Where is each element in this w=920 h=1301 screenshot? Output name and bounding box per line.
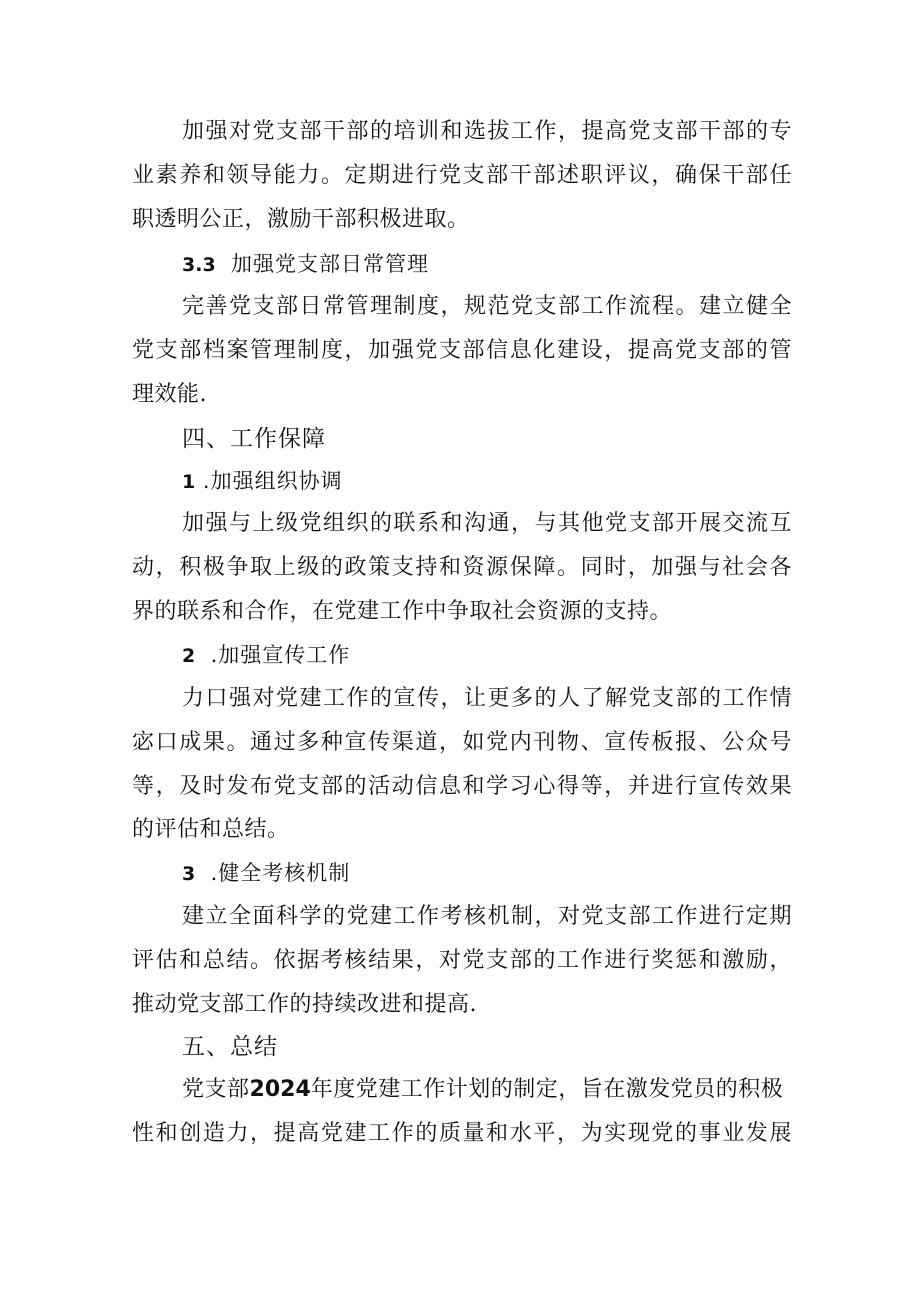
- cadre-paragraph-line-1: 加强对党支部干部的培训和选拔工作，提高党支部干部的专: [182, 119, 792, 144]
- cadre-paragraph-line-3: 职透明公正，激励干部积极进取。: [132, 207, 470, 232]
- item-1-line-1: 加强与上级党组织的联系和沟通，与其他党支部开展交流互: [182, 511, 792, 536]
- item-1-line-2: 动，积极争取上级的政策支持和资源保障。同时，加强与社会各: [132, 555, 792, 580]
- item-2-number: 2: [182, 645, 196, 667]
- summary-line-1-prefix: 党支部: [182, 1077, 250, 1102]
- summary-line-1-suffix: 年度党建工作计划的制定，旨在激发党员的积极: [310, 1077, 784, 1102]
- summary-line-2: 性和创造力，提高党建工作的质量和水平，为实现党的事业发展: [132, 1121, 792, 1146]
- item-1-title: .加强组织协调: [202, 469, 343, 493]
- section-4-heading: 四、工作保障: [182, 426, 326, 452]
- item-2-line-3: 等，及时发布党支部的活动信息和学习心得等，并进行宣传效果: [132, 774, 792, 799]
- item-3-number: 3: [182, 863, 196, 885]
- summary-year: 2024: [249, 1077, 311, 1102]
- item-3-heading: [182, 858, 350, 889]
- item-2-line-2: 宓口成果。通过多种宣传渠道，如党内刊物、宣传板报、公众号: [132, 730, 792, 755]
- daily-paragraph-line-2: 党支部档案管理制度，加强党支部信息化建设，提高党支部的管: [132, 338, 792, 363]
- item-2-title: .加强宣传工作: [210, 643, 351, 667]
- item-3-title: .健全考核机制: [210, 861, 351, 885]
- item-3-line-1: 建立全面科学的党建工作考核机制，对党支部工作进行定期: [182, 904, 792, 929]
- section-3-3-number: 3.3: [182, 254, 216, 276]
- item-1-line-3: 界的联系和合作，在党建工作中争取社会资源的支持。: [132, 599, 673, 624]
- item-3-line-3: 推动党支部工作的持续改进和提高.: [132, 992, 477, 1017]
- cadre-paragraph-line-2: 业素养和领导能力。定期进行党支部干部述职评议，确保干部任: [132, 163, 792, 188]
- section-3-3-heading: [182, 249, 429, 280]
- item-3-line-2: 评估和总结。依据考核结果，对党支部的工作进行奖惩和激励，: [132, 948, 792, 973]
- item-2-line-1: 力口强对党建工作的宣传，让更多的人了解党支部的工作情: [182, 686, 792, 711]
- daily-paragraph-line-1: 完善党支部日常管理制度，规范党支部工作流程。建立健全: [182, 294, 792, 319]
- summary-line-1: [182, 1075, 792, 1105]
- item-1-number: 1: [182, 471, 196, 493]
- item-1-heading: [182, 466, 343, 497]
- section-5-heading: 五、总结: [182, 1034, 278, 1060]
- section-3-3-title: 加强党支部日常管理: [231, 252, 430, 276]
- daily-paragraph-line-3: 理效能.: [132, 382, 207, 407]
- item-2-line-4: 的评估和总结。: [132, 817, 290, 842]
- item-2-heading: [182, 640, 350, 671]
